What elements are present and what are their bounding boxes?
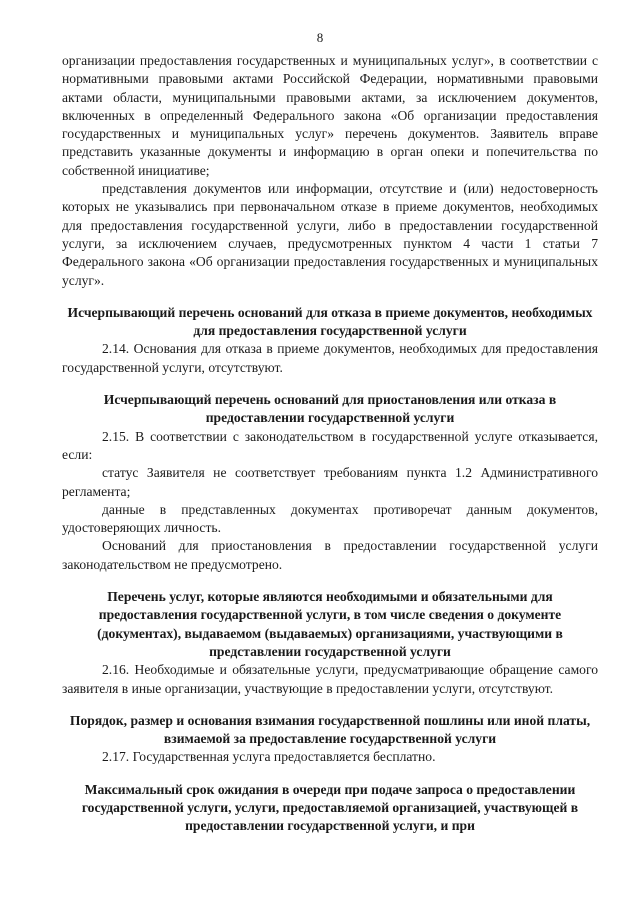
paragraph: 2.15. В соответствии с законодательством в государственной услуге отказывается, если: — [62, 428, 598, 462]
document-body — [62, 52, 598, 836]
section-gap — [62, 290, 598, 304]
section-heading: Перечень услуг, которые являются необходимыми и обязательными для предоставления государственной услуги, в том числе сведения о документе (документах), выдаваемом (выдаваемых) организациями, участвующими в представлении государственной услуги — [97, 589, 563, 659]
section-gap — [62, 377, 598, 391]
page-number: 8 — [316, 30, 324, 45]
section-heading: Порядок, размер и основания взимания государственной пошлины или иной платы, взимаемой за предоставление государственной услуги — [69, 712, 591, 747]
section-gap — [62, 767, 598, 781]
paragraph: 2.14. Основания для отказа в приеме документов, необходимых для предоставления государственной услуги, отсутствуют. — [62, 341, 598, 375]
section-gap — [62, 698, 598, 712]
paragraph: представления документов или информации, отсутствие и (или) недостоверность которых не указывались при первоначальном отказе в приеме документов, необходимых для предоставления государственной услуги, либо в предоставлении государственной услуги, за исключением случаев, предусмотренных пунктом 4 части 1 статьи 7 Федерального закона «Об организации предоставления государственных и муниципальных услуг». — [62, 181, 598, 288]
paragraph: 2.17. Государственная услуга предоставляется бесплатно. — [102, 749, 436, 765]
section-heading: Максимальный срок ожидания в очереди при подаче запроса о предоставлении государственной услуги, услуги, предоставляемой организацией, участвующей в предоставлении государственной услуги, и при — [81, 781, 579, 834]
paragraph: статус Заявителя не соответствует требованиям пункта 1.2 Административного регламента; — [62, 465, 598, 499]
paragraph: Оснований для приостановления в предоставлении государственной услуги законодательством не предусмотрено. — [62, 538, 598, 572]
paragraph: 2.16. Необходимые и обязательные услуги, предусматривающие обращение самого заявителя в иные организации, участвующие в предоставлении услуги, отсутствуют. — [62, 662, 598, 696]
section-gap — [62, 574, 598, 588]
paragraph: организации предоставления государственных и муниципальных услуг», в соответствии с нормативными правовыми актами Российской Федерации, нормативными правовыми актами области, муниципальными правовыми актами, за исключением документов, включенных в определенный Федерального закона «Об организации предоставления государственных и муниципальных услуг» перечень документов. Заявитель вправе представить указанные документы и информацию в орган опеки и попечительства по собственной инициативе; — [62, 53, 598, 178]
section-heading: Исчерпывающий перечень оснований для приостановления или отказа в предоставлении государственной услуги — [103, 392, 557, 426]
section-heading: Исчерпывающий перечень оснований для отказа в приеме документов, необходимых для предоставления государственной услуги — [67, 304, 593, 339]
paragraph: данные в представленных документах противоречат данным документов, удостоверяющих личность. — [62, 501, 598, 536]
